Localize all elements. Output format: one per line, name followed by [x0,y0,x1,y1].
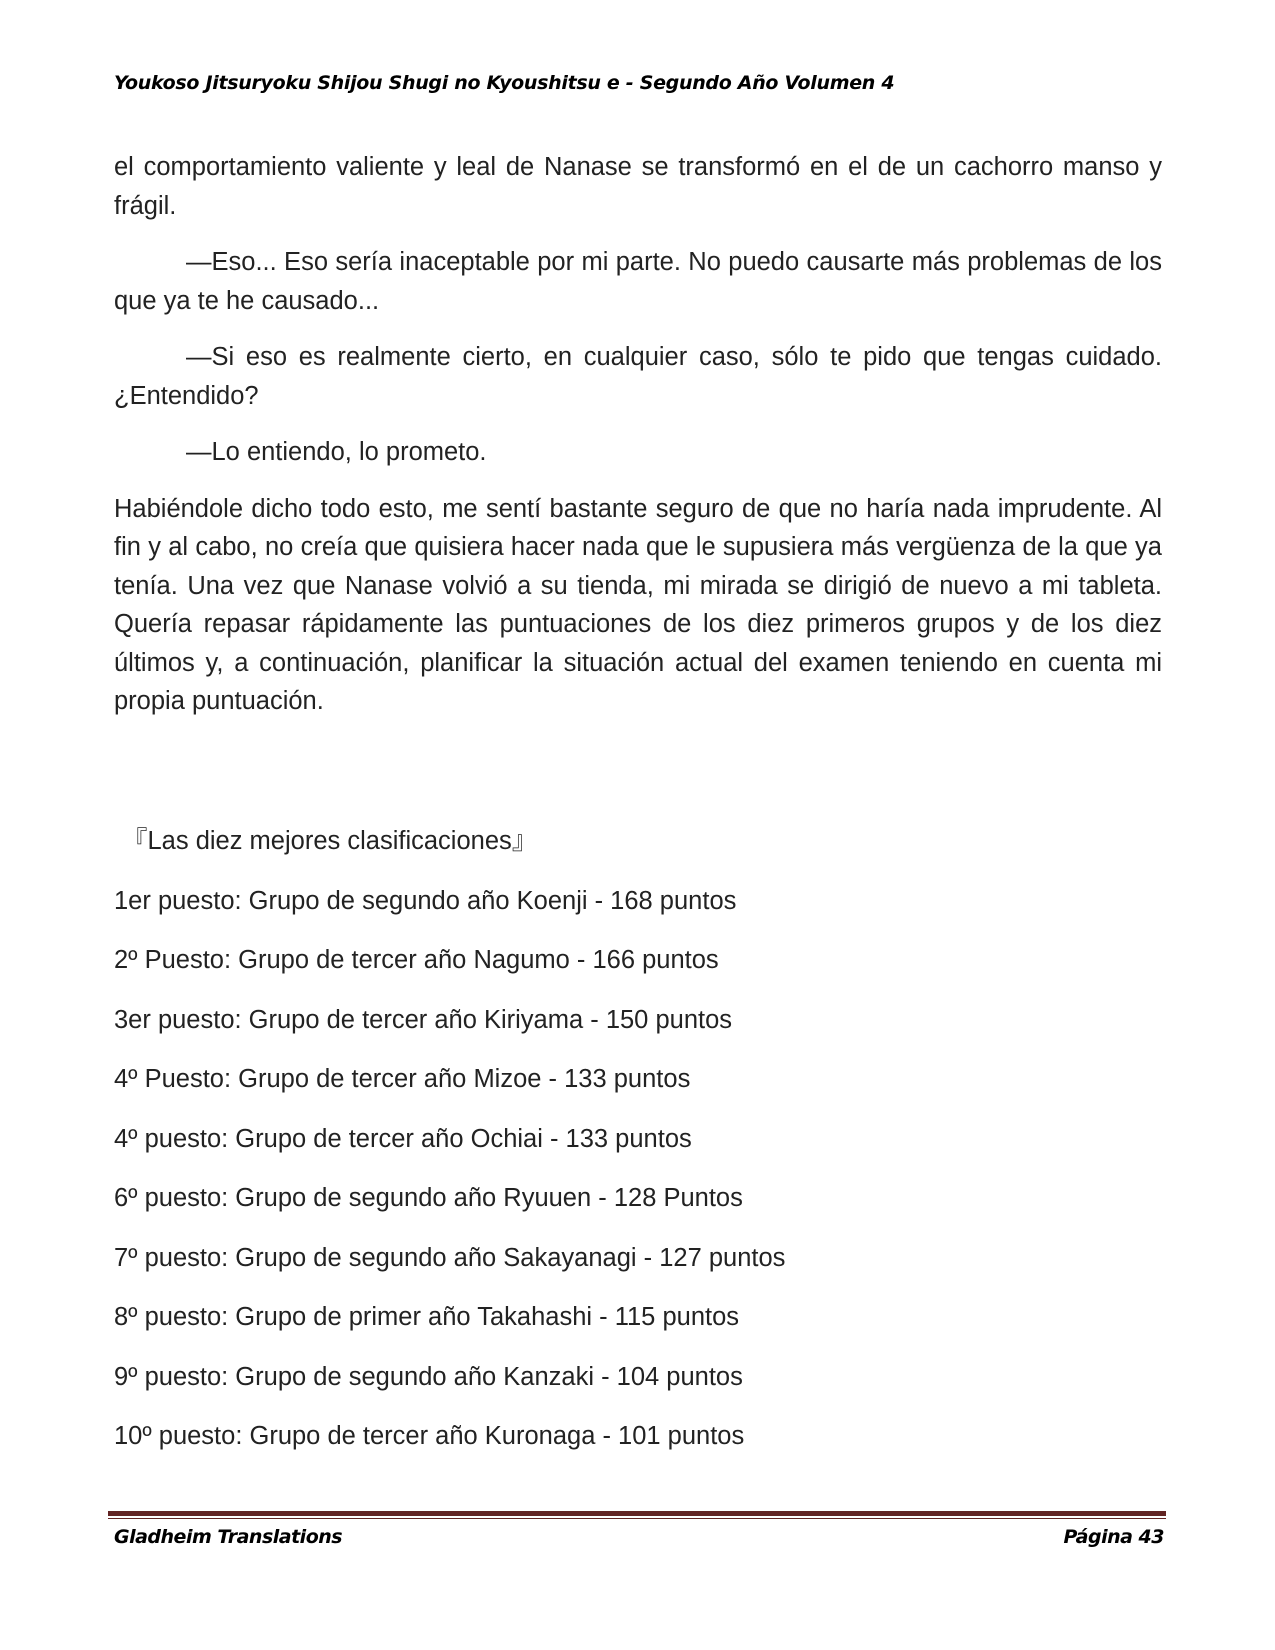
ranking-item: 10º puesto: Grupo de tercer año Kuronaga - 101 puntos [114,1422,745,1450]
ranking-item: 6º puesto: Grupo de segundo año Ryuuen - 128 Puntos [114,1184,743,1212]
ranking-item: 4º puesto: Grupo de tercer año Ochiai - 133 puntos [114,1124,692,1153]
page-number: Página 43 [1063,1526,1164,1548]
paragraph: Habiéndole dicho todo esto, me sentí bastante seguro de que no haría nada imprudente. Al fin y al cabo, no creía que quisiera hacer nada que le supusiera más vergüenza de la que ya tenía. Una vez que Nanase volvió a su tienda, mi mirada se dirigió de nuevo a mi tableta. Quería repasar rápidamente las puntuaciones de los diez primeros grupos y de los diez últimos y, a continuación, planificar la situación actual del examen teniendo en cuenta mi propia puntuación. [114,494,1162,715]
body-text [114,148,1162,721]
ranking-item: 1er puesto: Grupo de segundo año Koenji - 168 puntos [114,886,737,915]
ranking-item: 4º Puesto: Grupo de tercer año Mizoe - 133 puntos [114,1065,691,1093]
footer-rule [108,1511,1166,1519]
footer-rule-thin [108,1518,1166,1519]
running-footer [114,1526,1164,1548]
rankings-list [114,822,1162,1477]
ranking-item: 9º puesto: Grupo de segundo año Kanzaki - 104 puntos [114,1362,743,1391]
ranking-item: 8º puesto: Grupo de primer año Takahashi - 115 puntos [114,1303,740,1331]
rankings-heading: 『Las diez mejores clasificaciones』 [122,827,538,855]
dialogue-paragraph: —Lo entiendo, lo prometo. [186,438,487,466]
footer-credit: Gladheim Translations [114,1526,343,1548]
ranking-item: 3er puesto: Grupo de tercer año Kiriyama - 150 puntos [114,1005,733,1034]
running-header: Youkoso Jitsuryoku Shijou Shugi no Kyoushitsu e - Segundo Año Volumen 4 [114,72,895,94]
dialogue-paragraph: —Eso... Eso sería inaceptable por mi parte. No puedo causarte más problemas de los que ya te he causado... [114,248,1162,315]
dialogue-paragraph: —Si eso es realmente cierto, en cualquier caso, sólo te pido que tengas cuidado. ¿Entendido? [114,343,1162,410]
footer-rule-thick [108,1511,1166,1516]
paragraph: el comportamiento valiente y leal de Nanase se transformó en el de un cachorro manso y frágil. [114,153,1162,220]
ranking-item: 2º Puesto: Grupo de tercer año Nagumo - 166 puntos [114,946,719,974]
ranking-item: 7º puesto: Grupo de segundo año Sakayanagi - 127 puntos [114,1243,786,1272]
